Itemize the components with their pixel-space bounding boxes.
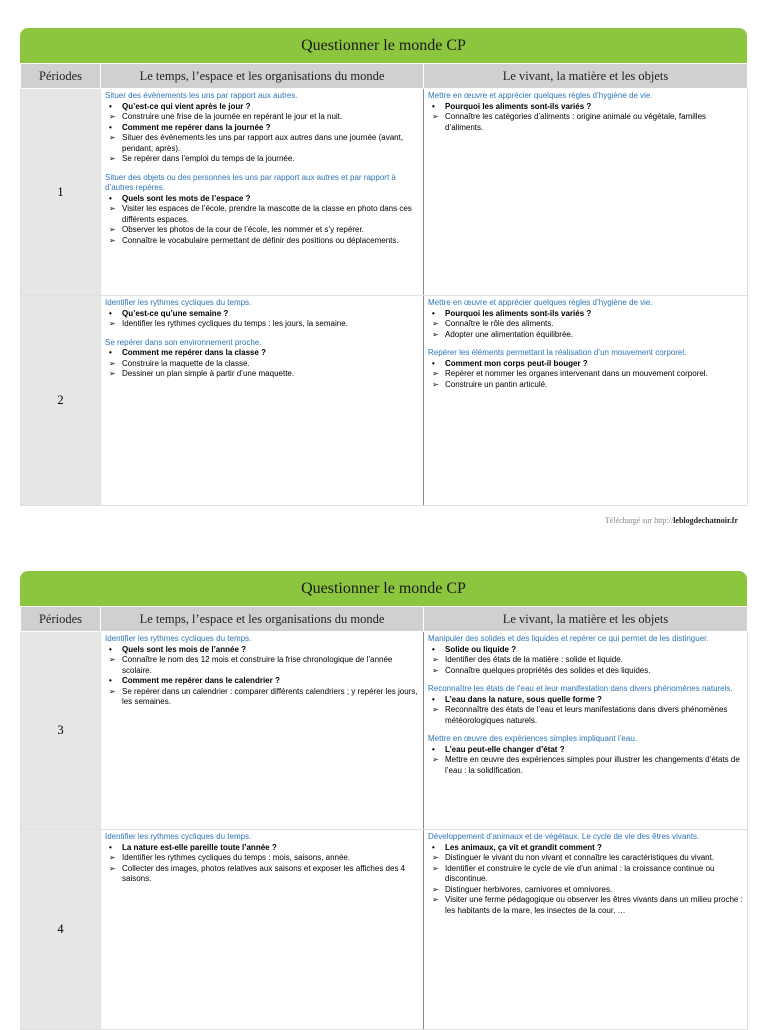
item-text: Observer les photos de la cour de l’école, les nommer et s’y repérer. (122, 225, 364, 234)
objective-title: Mettre en œuvre des expériences simples impliquant l’eau. (428, 734, 637, 743)
header-vivant-matiere: Le vivant, la matière et les objets (424, 607, 748, 632)
item-text: Adopter une alimentation équilibrée. (445, 329, 574, 339)
activity-item (105, 359, 419, 370)
arrow-bullet-icon: ➢ (432, 755, 439, 764)
bullet-icon: • (109, 101, 112, 111)
objective-title: Mettre en œuvre et apprécier quelques règles d’hygiène de vie. (428, 91, 653, 100)
table-row (21, 296, 748, 506)
activity-item (105, 204, 419, 225)
bullet-icon: • (109, 644, 112, 654)
activity-list (428, 843, 743, 917)
page-title: Questionner le monde CP (20, 571, 747, 606)
item-text: Quels sont les mots de l’espace ? (122, 193, 251, 203)
bullet-icon: • (432, 308, 435, 318)
arrow-bullet-icon: ➢ (109, 319, 116, 328)
activity-item (105, 369, 419, 380)
question-item (428, 843, 743, 854)
page-1 (20, 28, 747, 506)
item-text: Comment me repérer dans la journée ? (122, 122, 271, 132)
activity-item (428, 330, 743, 341)
item-text: L’eau dans la nature, sous quelle forme ? (445, 694, 602, 704)
objective-title: Se repérer dans son environnement proche. (105, 337, 262, 347)
objective-title: Manipuler des solides et des liquides et repérer ce qui permet de les distinguer. (428, 634, 709, 643)
bullet-icon: • (109, 308, 112, 318)
arrow-bullet-icon: ➢ (432, 895, 439, 904)
header-temps-espace: Le temps, l’espace et les organisations du monde (101, 607, 424, 632)
item-text: Qu’est-ce qu’une semaine ? (122, 308, 229, 318)
question-item (428, 695, 743, 706)
item-text: Les animaux, ça vit et grandit comment ? (445, 842, 602, 852)
activity-item (105, 853, 419, 864)
item-text: Pourquoi les aliments sont-ils variés ? (445, 101, 592, 111)
arrow-bullet-icon: ➢ (109, 235, 116, 245)
item-text: Solide ou liquide ? (445, 644, 517, 654)
item-text: Se repérer dans l’emploi du temps de la journée. (122, 154, 295, 163)
item-text: Distinguer le vivant du non vivant et connaître les caractéristiques du vivant. (445, 853, 715, 862)
bullet-icon: • (432, 644, 435, 654)
activity-list (105, 102, 419, 165)
activity-item (105, 112, 419, 123)
arrow-bullet-icon: ➢ (109, 225, 116, 234)
objective-title: Identifier les rythmes cycliques du temps. (105, 298, 252, 307)
question-item (428, 102, 743, 113)
period-number: 1 (21, 89, 101, 296)
arrow-bullet-icon: ➢ (432, 369, 439, 378)
bullet-icon: • (432, 101, 435, 111)
period-number: 2 (21, 296, 101, 506)
objective-section (105, 338, 419, 380)
table-row (21, 830, 748, 1030)
objective-section (428, 298, 743, 340)
objective-title: Mettre en œuvre et apprécier quelques règles d’hygiène de vie. (428, 298, 653, 307)
arrow-bullet-icon: ➢ (432, 112, 439, 121)
item-text: Identifier les rythmes cycliques du temps : les jours, la semaine. (122, 319, 348, 328)
objective-section (428, 684, 743, 726)
item-text: Visiter une ferme pédagogique ou observer les êtres vivants dans un milieu proche : les habitants de la mare, les insectes de la cour, … (445, 895, 743, 915)
item-text: Identifier des états de la matière : solide et liquide. (445, 655, 623, 664)
question-item (105, 309, 419, 320)
objective-title: Identifier les rythmes cycliques du temps. (105, 634, 252, 643)
arrow-bullet-icon: ➢ (109, 358, 116, 368)
arrow-bullet-icon: ➢ (432, 655, 439, 664)
arrow-bullet-icon: ➢ (109, 204, 116, 213)
item-text: Quels sont les mois de l’année ? (122, 644, 247, 654)
activity-list (428, 309, 743, 341)
objective-section (105, 634, 419, 708)
table-header-row (21, 607, 748, 632)
item-text: L’eau peut-elle changer d’état ? (445, 744, 565, 754)
objective-section (105, 298, 419, 330)
activity-item (105, 655, 419, 676)
objective-section (428, 91, 743, 133)
objective-section (428, 734, 743, 776)
objective-section (105, 173, 419, 247)
activity-list (105, 309, 419, 330)
bullet-icon: • (109, 348, 112, 357)
objective-section (105, 832, 419, 885)
objective-title: Développement d’animaux et de végétaux. Le cycle de vie des êtres vivants. (428, 832, 700, 841)
question-item (105, 194, 419, 205)
objective-title: Situer des évènements les uns par rapport aux autres. (105, 91, 298, 100)
activity-list (105, 348, 419, 380)
header-periodes: Périodes (21, 64, 101, 89)
activity-item (428, 885, 743, 896)
activity-list (428, 695, 743, 727)
vivant-matiere-cell (424, 632, 748, 830)
table-row (21, 89, 748, 296)
activity-item (105, 236, 419, 247)
item-text: Reconnaître des états de l’eau et leurs manifestations dans divers phénomènes météorologiques naturels. (445, 705, 728, 725)
temps-espace-cell (101, 830, 424, 1030)
objective-section (105, 91, 419, 165)
question-item (105, 102, 419, 113)
activity-item (105, 133, 419, 154)
bullet-icon: • (432, 744, 435, 754)
activity-item (428, 705, 743, 726)
page-title: Questionner le monde CP (20, 28, 747, 63)
arrow-bullet-icon: ➢ (432, 329, 439, 339)
item-text: Dessiner un plan simple à partir d’une maquette. (122, 369, 295, 378)
arrow-bullet-icon: ➢ (432, 319, 439, 328)
item-text: Construire la maquette de la classe. (122, 358, 250, 368)
item-text: La nature est-elle pareille toute l’année ? (122, 842, 277, 852)
bullet-icon: • (109, 193, 112, 203)
arrow-bullet-icon: ➢ (109, 369, 116, 378)
bullet-icon: • (109, 842, 112, 852)
item-text: Pourquoi les aliments sont-ils variés ? (445, 308, 592, 318)
item-text: Distinguer herbivores, carnivores et omnivores. (445, 884, 613, 894)
period-number: 3 (21, 632, 101, 830)
header-temps-espace: Le temps, l’espace et les organisations du monde (101, 64, 424, 89)
item-text: Connaître le vocabulaire permettant de définir des positions ou déplacements. (122, 235, 399, 245)
activity-list (428, 102, 743, 134)
item-text: Collecter des images, photos relatives aux saisons et exposer les affiches des 4 saisons. (122, 863, 406, 883)
item-text: Qu’est-ce qui vient après le jour ? (122, 101, 251, 111)
activity-item (428, 380, 743, 391)
activity-item (428, 319, 743, 330)
bullet-icon: • (432, 694, 435, 704)
arrow-bullet-icon: ➢ (432, 379, 439, 389)
item-text: Situer des évènements les uns par rapport aux autres dans une journée (avant, pendant, après). (122, 133, 404, 153)
vivant-matiere-cell (424, 830, 748, 1030)
question-item (105, 843, 419, 854)
activity-item (428, 853, 743, 864)
objective-section (428, 348, 743, 390)
activity-item (428, 755, 743, 776)
objective-title: Situer des objets ou des personnes les uns par rapport aux autres et par rapport à d’autres repères. (105, 172, 396, 192)
arrow-bullet-icon: ➢ (109, 655, 116, 664)
item-text: Connaître quelques propriétés des solides et des liquides. (445, 665, 651, 675)
objective-title: Repérer les éléments permettant la réalisation d’un mouvement corporel. (428, 348, 687, 357)
question-item (105, 348, 419, 359)
arrow-bullet-icon: ➢ (109, 112, 116, 121)
header-periodes: Périodes (21, 607, 101, 632)
item-text: Se repérer dans un calendrier : comparer différents calendriers ; y repérer les jours, les semaines. (122, 686, 418, 706)
temps-espace-cell (101, 89, 424, 296)
arrow-bullet-icon: ➢ (109, 154, 116, 163)
arrow-bullet-icon: ➢ (432, 665, 439, 675)
arrow-bullet-icon: ➢ (109, 863, 116, 873)
activity-item (105, 864, 419, 885)
credit-link[interactable]: leblogdechatnoir.fr (673, 516, 738, 525)
objective-title: Reconnaître les états de l’eau et leur manifestation dans divers phénomènes naturels. (428, 684, 733, 693)
vivant-matiere-cell (424, 296, 748, 506)
activity-list (105, 194, 419, 247)
activity-item (428, 369, 743, 380)
question-item (428, 745, 743, 756)
bullet-icon: • (109, 676, 112, 685)
item-text: Construire un pantin articulé. (445, 379, 548, 389)
temps-espace-cell (101, 632, 424, 830)
page-2 (20, 571, 747, 1030)
activity-item (428, 864, 743, 885)
question-item (428, 645, 743, 656)
item-text: Identifier et construire le cycle de vie d’un animal : la croissance continue ou discontinue. (445, 863, 715, 883)
arrow-bullet-icon: ➢ (432, 884, 439, 894)
temps-espace-cell (101, 296, 424, 506)
curriculum-table (20, 63, 748, 506)
item-text: Connaître le rôle des aliments. (445, 319, 554, 328)
vivant-matiere-cell (424, 89, 748, 296)
question-item (105, 676, 419, 687)
activity-item (428, 666, 743, 677)
question-item (105, 645, 419, 656)
table-row (21, 632, 748, 830)
period-number: 4 (21, 830, 101, 1030)
activity-item (428, 895, 743, 916)
bullet-icon: • (432, 358, 435, 368)
arrow-bullet-icon: ➢ (109, 133, 116, 142)
item-text: Comment me repérer dans la classe ? (122, 348, 267, 357)
table-header-row (21, 64, 748, 89)
arrow-bullet-icon: ➢ (432, 863, 439, 873)
header-vivant-matiere: Le vivant, la matière et les objets (424, 64, 748, 89)
activity-item (105, 319, 419, 330)
objective-section (428, 832, 743, 916)
item-text: Visiter les espaces de l’école, prendre la mascotte de la classe en photo dans ces différents espaces. (122, 204, 412, 224)
credit-prefix: Téléchargé sur http:// (604, 516, 674, 525)
item-text: Connaître les catégories d’aliments : origine animale ou végétale, familles d’aliments. (445, 112, 707, 132)
activity-item (105, 687, 419, 708)
bullet-icon: • (109, 122, 112, 132)
arrow-bullet-icon: ➢ (432, 853, 439, 862)
activity-item (105, 225, 419, 236)
activity-list (428, 645, 743, 677)
activity-list (428, 745, 743, 777)
item-text: Comment mon corps peut-il bouger ? (445, 358, 588, 368)
activity-list (105, 645, 419, 708)
question-item (428, 359, 743, 370)
item-text: Comment me repérer dans le calendrier ? (122, 676, 280, 685)
item-text: Mettre en œuvre des expériences simples pour illustrer les changements d’états de l’eau : la solidification. (445, 755, 740, 775)
bullet-icon: • (432, 842, 435, 852)
curriculum-table (20, 606, 748, 1030)
arrow-bullet-icon: ➢ (432, 705, 439, 714)
objective-title: Identifier les rythmes cycliques du temps. (105, 832, 252, 841)
arrow-bullet-icon: ➢ (109, 853, 116, 862)
activity-item (428, 112, 743, 133)
activity-item (428, 655, 743, 666)
item-text: Identifier les rythmes cycliques du temps : mois, saisons, année. (122, 853, 351, 862)
question-item (105, 123, 419, 134)
activity-list (105, 843, 419, 885)
item-text: Construire une frise de la journée en repérant le jour et la nuit. (122, 112, 343, 121)
download-credit (605, 516, 738, 525)
objective-section (428, 634, 743, 676)
activity-item (105, 154, 419, 165)
item-text: Connaître le nom des 12 mois et construire la frise chronologique de l’année scolaire. (122, 655, 393, 675)
activity-list (428, 359, 743, 391)
item-text: Repérer et nommer les organes intervenant dans un mouvement corporel. (445, 369, 708, 378)
arrow-bullet-icon: ➢ (109, 686, 116, 696)
question-item (428, 309, 743, 320)
